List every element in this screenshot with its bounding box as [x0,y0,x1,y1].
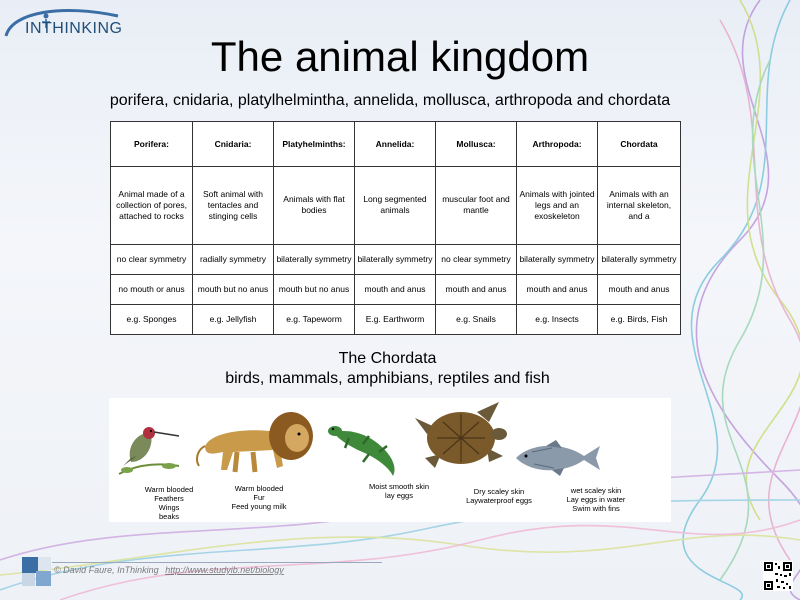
page-subtitle: porifera, cnidaria, platylhelmintha, annelida, mollusca, arthropoda and chordata [109,92,671,109]
table-cell: mouth and anus [436,274,517,304]
table-cell: no mouth or anus [111,274,193,304]
table-cell: Animals with flat bodies [274,167,355,245]
bird-caption: Warm blooded Feathers Wings beaks [144,485,194,521]
table-cell: E.g. Earthworm [355,304,436,334]
footer-divider [52,562,382,563]
footer-decor-square [38,557,51,570]
footer-url-link[interactable]: http://www.studyib.net/biology [165,565,284,575]
table-header: Arthropoda: [517,122,598,167]
turtle-caption: Dry scaley skin Laywaterproof eggs [466,487,532,505]
table-cell: bilaterally symmetry [598,244,681,274]
table-cell: e.g. Birds, Fish [598,304,681,334]
table-cell: no clear symmetry [436,244,517,274]
footer-decor-square [36,571,51,586]
fish-icon [512,438,602,478]
table-row [111,244,681,274]
table-cell: bilaterally symmetry [274,244,355,274]
table-cell: Long segmented animals [355,167,436,245]
table-cell: mouth but no anus [193,274,274,304]
chordata-heading-block [0,349,775,389]
lion-caption: Warm blooded Fur Feed young milk [231,484,287,511]
table-cell: e.g. Jellyfish [193,304,274,334]
table-header: Cnidaria: [193,122,274,167]
lion-icon [193,406,318,478]
table-header: Chordata [598,122,681,167]
table-cell: Animals with jointed legs and an exoskeleton [517,167,598,245]
page-title: The animal kingdom [210,33,590,80]
table-cell: mouth but no anus [274,274,355,304]
table-cell: Animal made of a collection of pores, attached to rocks [111,167,193,245]
table-cell: Soft animal with tentacles and stinging cells [193,167,274,245]
table-cell: no clear symmetry [111,244,193,274]
turtle-icon [407,398,507,478]
table-row [111,304,681,334]
table-row [111,167,681,245]
footer-credit-text: © David Faure, InThinking [54,565,159,575]
footer-decor-square [22,573,35,586]
table-row [111,274,681,304]
table-cell: mouth and anus [598,274,681,304]
table-cell: bilaterally symmetry [517,244,598,274]
table-cell: muscular foot and mantle [436,167,517,245]
table-cell: mouth and anus [517,274,598,304]
table-header: Platyhelminths: [274,122,355,167]
table-cell: radially symmetry [193,244,274,274]
salamander-icon [323,418,403,478]
table-cell: e.g. Insects [517,304,598,334]
table-header-row [111,122,681,167]
qr-code-icon [763,561,793,591]
footer-credit [54,565,284,575]
bird-icon [109,416,189,478]
table-cell: mouth and anus [355,274,436,304]
chordata-subheading: birds, mammals, amphibians, reptiles and fish [225,370,550,387]
animal-kingdom-table [110,121,681,335]
logo-text: INTHINKING [25,20,123,37]
table-cell: e.g. Tapeworm [274,304,355,334]
table-cell: e.g. Snails [436,304,517,334]
chordata-illustrations [109,398,671,522]
table-header: Porifera: [111,122,193,167]
fish-caption: wet scaley skin Lay eggs in water Swim with fins [566,486,626,513]
table-cell: e.g. Sponges [111,304,193,334]
table-cell: Animals with an internal skeleton, and a [598,167,681,245]
chordata-heading: The Chordata [338,350,437,367]
table-cell: bilaterally symmetry [355,244,436,274]
salamander-caption: Moist smooth skin lay eggs [368,482,430,500]
table-header: Mollusca: [436,122,517,167]
table-header: Annelida: [355,122,436,167]
